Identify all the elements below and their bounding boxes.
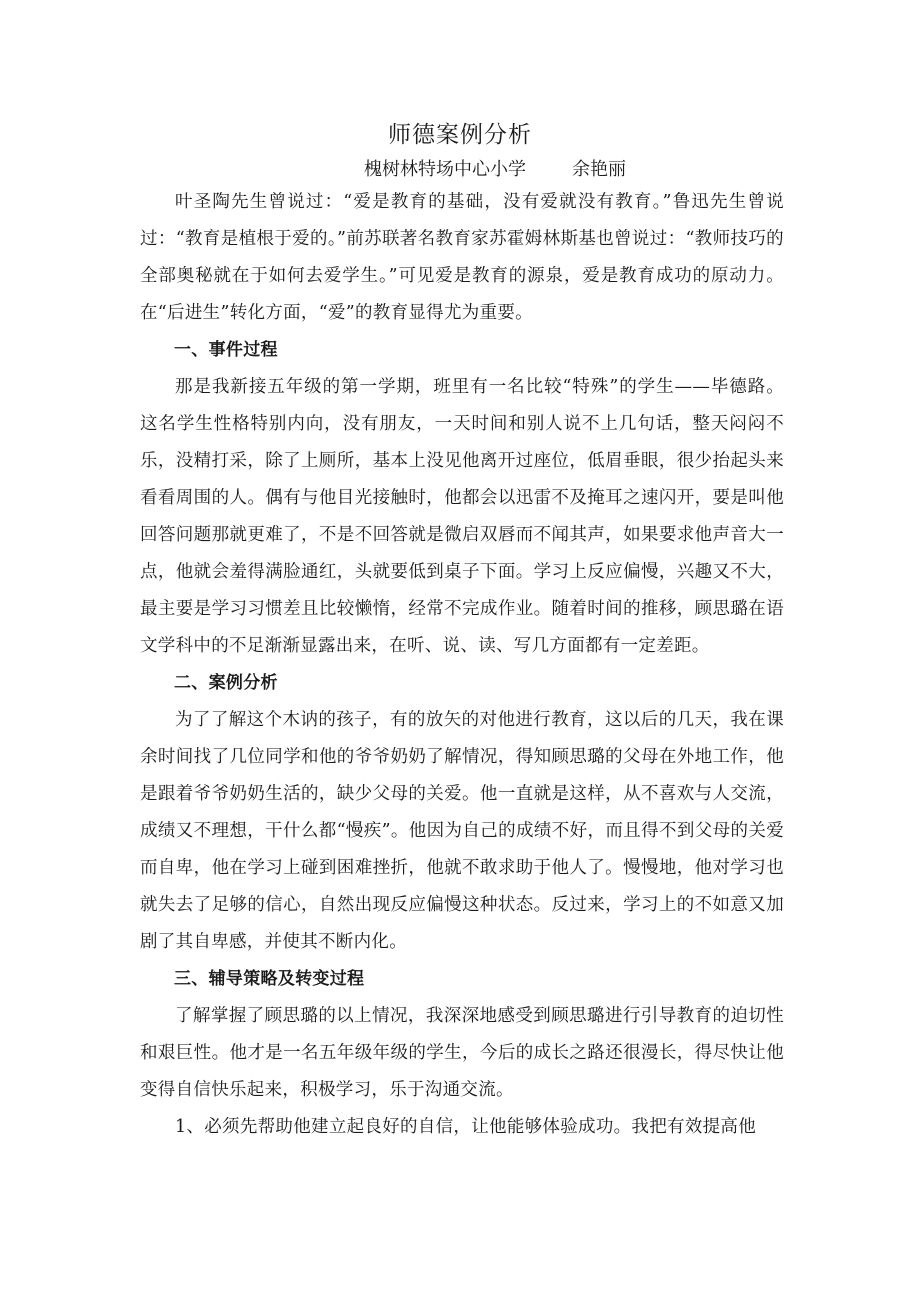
byline [364, 155, 626, 185]
section-heading-3: 三、辅导策略及转变过程 [174, 969, 365, 989]
school-name: 槐树林特场中心小学 [364, 159, 526, 180]
paragraph-analysis: 为了了解这个木讷的孩子，有的放矢的对他进行教育，这以后的几天，我在课余时间找了几位同学和他的爷爷奶奶了解情况，得知顾思璐的父母在外地工作，他是跟着爷爷奶奶生活的，缺少父母的关爱。他一直就是这样，从不喜欢与人交流，成绩又不理想，干什么都“慢疾”。他因为自己的成绩不好，而且得不到父母的关爱而自卑，他在学习上碰到困难挫折，他就不敢求助于他人了。慢慢地，他对学习也就失去了足够的信心，自然出现反应偏慢这种状态。反过来，学习上的不如意又加剧了其自卑感，并使其不断内化。 [140, 710, 784, 952]
section-heading-1: 一、事件过程 [174, 340, 278, 360]
paragraph-intro: 叶圣陶先生曾说过：“爱是教育的基础，没有爱就没有教育。”鲁迅先生曾说过：“教育是植根于爱的。”前苏联著名教育家苏霍姆林斯基也曾说过：“教师技巧的全部奥秘就在于如何去爱学生。”可见爱是教育的源泉，爱是教育成功的原动力。在“后进生”转化方面，“爱”的教育显得尤为重要。 [140, 192, 784, 323]
paragraph-strategy-item-1: 1、必须先帮助他建立起良好的自信，让他能够体验成功。我把有效提高他 [175, 1117, 757, 1137]
document-body [140, 184, 784, 1146]
section-heading-2: 二、案例分析 [174, 673, 278, 693]
paragraph-event: 那是我新接五年级的第一学期，班里有一名比较“特殊”的学生——毕德路。 这名学生性格特别内向，没有朋友，一天时间和别人说不上几句话，整天闷闷不乐，没精打采，除了上厕所，基本上没见他离开过座位，低眉垂眼，很少抬起头来看看周围的人。偶有与他目光接触时，他都会以迅雷不及掩耳之速闪开，要是叫他回答问题那就更难了，不是不回答就是微启双唇而不闻其声，如果要求他声音大一点，他就会羞得满脸通红，头就要低到桌子下面。学习上反应偏慢，兴趣又不大，最主要是学习习惯差且比较懒惰，经常不完成作业。随着时间的推移，顾思璐在语文学科中的不足渐渐显露出来，在听、说、读、写几方面都有一定差距。 [140, 377, 784, 656]
document-title: 师德案例分析 [388, 122, 532, 148]
author-name: 余艳丽 [572, 159, 626, 180]
paragraph-strategy: 了解掌握了顾思璐的以上情况，我深深地感受到顾思璐进行引导教育的迫切性和艰巨性。他才是一名五年级年级的学生，今后的成长之路还很漫长，得尽快让他变得自信快乐起来，积极学习，乐于沟通交流。 [140, 1006, 784, 1100]
